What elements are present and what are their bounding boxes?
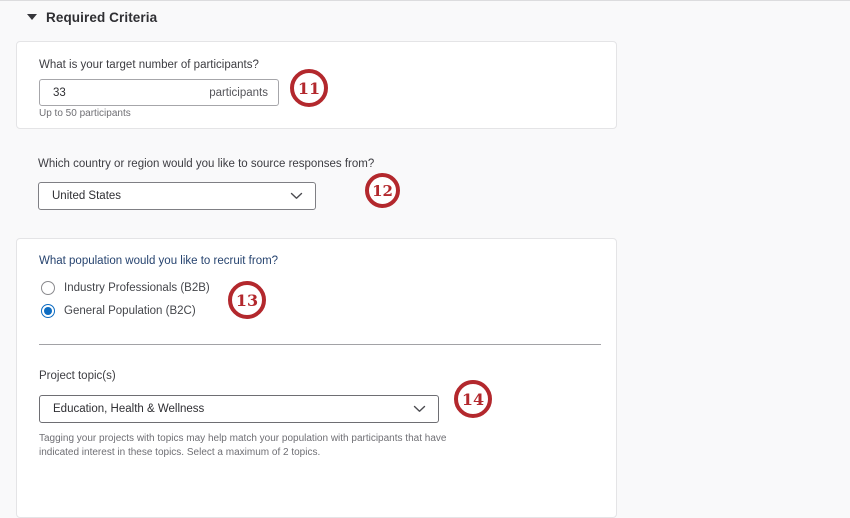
population-question-label: What population would you like to recruit from? [39, 255, 279, 267]
annotation-mark-14: 14 [454, 380, 492, 418]
country-select-value: United States [52, 190, 122, 202]
radio-unselected-icon [41, 281, 55, 295]
chevron-down-icon [290, 192, 303, 200]
annotation-mark-11: 11 [290, 69, 328, 107]
radio-option-label: Industry Professionals (B2B) [64, 282, 210, 294]
participants-helper-text: Up to 50 participants [39, 108, 131, 119]
project-topics-select[interactable] [39, 395, 439, 423]
participants-unit-suffix: participants [209, 86, 268, 99]
collapse-caret-icon [27, 14, 37, 20]
project-topics-select-value: Education, Health & Wellness [53, 403, 205, 415]
card-divider [39, 344, 601, 345]
country-question-label: Which country or region would you like to source responses from? [38, 158, 375, 170]
radio-option-label: General Population (B2C) [64, 305, 196, 317]
required-criteria-section-toggle[interactable] [27, 7, 157, 27]
participants-question-label: What is your target number of participants? [39, 59, 259, 71]
country-select[interactable] [38, 182, 316, 210]
radio-option-general-population[interactable] [41, 304, 196, 318]
project-topics-helper-text: Tagging your projects with topics may help match your population with participants that have indicated interest in these topics. Select a maximum of 2 topics. [39, 433, 447, 458]
section-title: Required Criteria [46, 9, 158, 25]
chevron-down-icon [413, 405, 426, 413]
radio-selected-icon [41, 304, 55, 318]
participants-input-group[interactable] [39, 79, 279, 106]
annotation-mark-12: 12 [365, 173, 400, 208]
population-card [16, 238, 617, 518]
project-topics-label: Project topic(s) [39, 370, 116, 382]
annotation-mark-13: 13 [228, 281, 266, 319]
radio-option-industry-professionals[interactable] [41, 281, 210, 295]
participants-count-input[interactable] [53, 87, 203, 99]
